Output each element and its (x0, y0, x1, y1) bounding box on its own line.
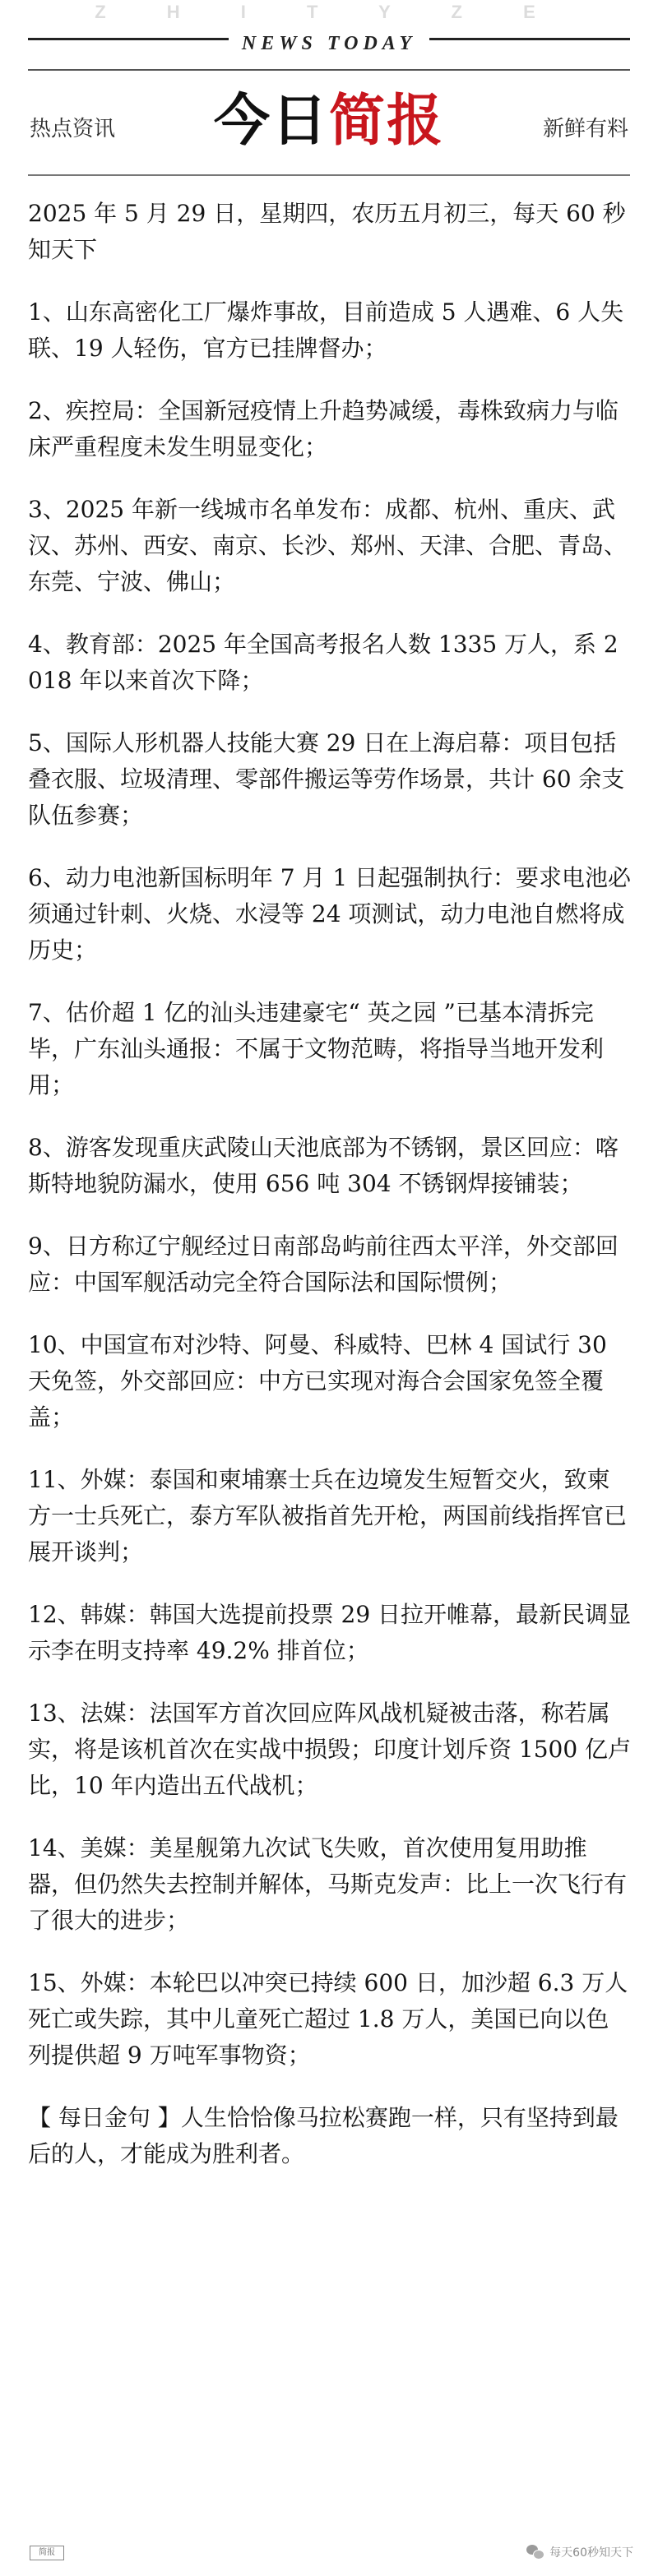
fresh-news-tag: 新鲜有料 (542, 117, 628, 141)
faint-letters: Z H I T Y Z E (95, 2, 563, 22)
title-part-briefing: 简报 (329, 89, 445, 154)
daily-quote-text: 人生恰恰像马拉松赛跑一样，只有坚持到最后的人，才能成为胜利者。 (28, 2104, 619, 2167)
news-item-3: 3、2025 年新一线城市名单发布：成都、杭州、重庆、武汉、苏州、西安、南京、长沙、郑州、天津、合肥、青岛、东莞、宁波、佛山； (28, 496, 628, 595)
news-item-5: 5、国际人形机器人技能大赛 29 日在上海启幕：项目包括叠衣服、垃圾清理、零部件搬运等劳作场景，共计 60 余支队伍参赛； (28, 729, 625, 829)
masthead-mid-rule (28, 69, 630, 71)
news-item-8: 8、游客发现重庆武陵山天池底部为不锈钢，景区回应：喀斯特地貌防漏水，使用 656 吨 304 不锈钢焊接铺装； (28, 1134, 619, 1197)
news-item-14: 14、美媒：美星舰第九次试飞失败，首次使用复用助推器，但仍然失去控制并解体，马斯克发声：比上一次飞行有了很大的进步； (28, 1834, 628, 1934)
news-item-1: 1、山东高密化工厂爆炸事故，目前造成 5 人遇难、6 人失联、19 人轻伤，官方已挂牌督办； (28, 298, 624, 362)
wechat-icon (526, 2545, 544, 2560)
news-item-13: 13、法媒：法国军方首次回应阵风战机疑被击落，称若属实，将是该机首次在实战中损毁；印度计划斥资 1500 亿卢比，10 年内造出五代战机； (28, 1700, 632, 1799)
news-item-11: 11、外媒：泰国和柬埔寨士兵在边境发生短暂交火，致柬方一士兵死亡，泰方军队被指首先开枪，两国前线指挥官已展开谈判； (28, 1466, 628, 1565)
news-item-12: 12、韩媒：韩国大选提前投票 29 日拉开帷幕，最新民调显示李在明支持率 49.2% 排首位； (28, 1601, 632, 1664)
masthead (0, 0, 658, 181)
news-item-9: 9、日方称辽宁舰经过日南部岛屿前往西太平洋，外交部回应：中国军舰活动完全符合国际法和国际惯例； (28, 1233, 619, 1296)
footer (0, 2532, 658, 2576)
news-item-2: 2、疾控局：全国新冠疫情上升趋势减缓，毒株致病力与临床严重程度未发生明显变化； (28, 397, 619, 460)
footer-brand-name: 每天60秒知天下 (549, 2546, 633, 2560)
date-line: 2025 年 5 月 29 日，星期四，农历五月初三，每天 60 秒知天下 (28, 200, 626, 263)
title-part-today: 今日 (213, 89, 329, 154)
news-item-15: 15、外媒：本轮巴以冲突已持续 600 日，加沙超 6.3 万人死亡或失踪，其中儿童死亡超过 1.8 万人，美国已向以色列提供超 9 万吨军事物资； (28, 1969, 628, 2069)
news-item-4: 4、教育部：2025 年全国高考报名人数 1335 万人，系 2018 年以来首次下降； (28, 631, 619, 694)
news-item-7: 7、估价超 1 亿的汕头违建豪宅“ 英之园 ”已基本清拆完毕，广东汕头通报：不属于文物范畴，将指导当地开发利用； (28, 999, 605, 1098)
news-content (28, 196, 632, 2199)
news-today-text: NEWS TODAY (229, 33, 429, 54)
hot-news-tag: 热点资讯 (30, 117, 116, 141)
news-today-banner (0, 33, 658, 55)
daily-quote (28, 2100, 632, 2172)
masthead-bottom-rule (28, 174, 630, 176)
footer-brand[interactable] (526, 2544, 633, 2560)
news-item-10: 10、中国宣布对沙特、阿曼、科威特、巴林 4 国试行 30 天免签，外交部回应：中方已实现对海合会国家免签全覆盖； (28, 1331, 607, 1431)
daily-quote-label: 【 每日金句 】 (28, 2104, 181, 2131)
news-item-6: 6、动力电池新国标明年 7 月 1 日起强制执行：要求电池必须通过针刺、火烧、水浸等 24 项测试，动力电池自燃将成历史； (28, 864, 632, 964)
footer-logo: 简报 (30, 2546, 64, 2560)
